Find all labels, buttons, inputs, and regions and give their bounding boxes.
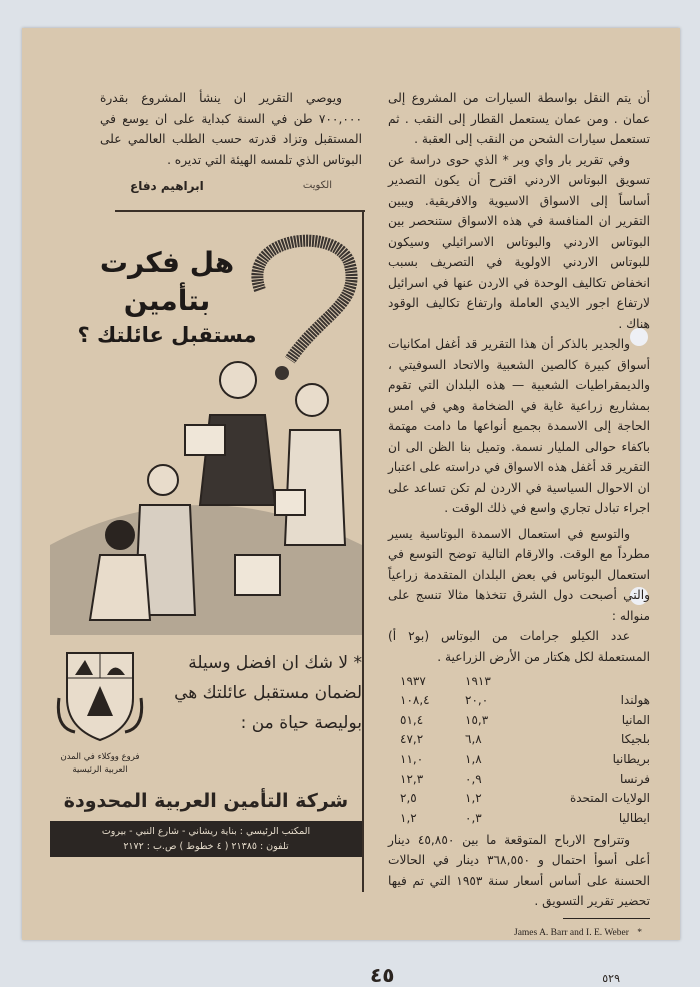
paragraph: والتوسع في استعمال الاسمدة البوتاسية يسير مطرداً مع الوقت. والارقام التالية توضح التوسع في استعمال البوتاس في بعض البلدان المتقدمة زراعياً والتي أصبحت دول الشرق تتخذها مثالا تنسج على منواله : <box>388 526 650 623</box>
header-1937: ١٩٣٧ <box>400 673 426 688</box>
footnote: James A. Barr and I. E. Weber * <box>514 927 642 938</box>
paragraph: أن يتم النقل بواسطة السيارات من المشروع إلى عمان . ومن عمان يستعمل القطار إلى النقب . ثم تستعمل سيارات الشحن من النقب إلى العقبة . <box>388 91 650 146</box>
paragraph: ويوصي التقرير ان ينشأ المشروع بقدرة ٧٠٠,٠٠٠ طن في السنة كبداية على ان يوسع في المستقبل وتزاد قدرته حسب الطلب العالمي على البوتاس الذي تلمسه الهيئة التي تديره . <box>100 91 362 167</box>
paragraph: وفي تقرير بار واي وبر * الذي حوى دراسة عن تسويق البوتاس الاردني اقترح أن يكون التصدير أساساً إلى الاسواق الاسيوية والافريقية. ويبين التقرير ان المنافسة في هذه الاسواق ستنحصر بين البوتاس الاردني والبوتاس الاسرائيلي وسيكون للبوتاس الاردني الاولوية في التصريف بسبب انخفاض تكاليف الوحدة في الاردن عنها في اسرائيل لارتفاع اجور الايدي العاملة وارتفاع تكاليف الوقود هناك . <box>388 152 650 331</box>
address-line: المكتب الرئيسي : بناية ريشاني - شارع النبي - بيروت <box>101 826 311 837</box>
ad-subheadline: مستقبل عائلتك ؟ <box>77 323 257 347</box>
page-numbers <box>370 963 650 987</box>
table-row: بلجيكا ٦,٨ ٤٧,٢ <box>400 732 650 747</box>
address-bar <box>50 821 362 857</box>
footnote-rule <box>563 918 650 919</box>
table-row: فرنسا ٠,٩ ١٢,٣ <box>400 771 650 786</box>
paragraph: والجدير بالذكر أن هذا التقرير قد أغفل امكانيات أسواق كبيرة كالصين الشعبية والاتحاد السوفيتي ، والديمقراطيات الشعبية — هذه البلدان التي تقوم بمشاريع زراعية غاية في الضخامة وهي في امس الحاجة إلى الاسمدة بجميع أنواعها ما دامت مهتمة باكفاء حوالى المليار نسمة. وتميل بنا الظن الى ان التقرير قد أغفل هذه الاسواق في دراسته على اعتبار ان الاحوال السياسية في الاردن لم تكن تساعد على اجراء تبادل تجاري واسع في ذلك الوقت . <box>388 337 650 515</box>
table-row: بريطانيا ١,٨ ١١,٠ <box>400 751 650 766</box>
header-1913: ١٩١٣ <box>465 673 491 688</box>
company-crest-icon <box>55 648 145 743</box>
author-signature: ابراهيم دفاع <box>130 179 204 193</box>
signature-row <box>100 176 362 197</box>
paragraph: عدد الكيلو جرامات من البوتاس (بو٢ أ) المستعملة لكل هكتار من الأرض الزراعية . <box>388 629 650 664</box>
branches-note: فروع ووكلاء في المدن العربية الرئيسية <box>60 752 140 775</box>
page-number-left: ٤٥ <box>370 963 395 987</box>
crest-block <box>50 648 150 777</box>
company-name: شركة التأمين العربية المحدودة <box>63 790 349 812</box>
page-number-right: ٥٢٩ <box>602 972 620 986</box>
table-row: المانيا ١٥,٣ ٥١,٤ <box>400 712 650 727</box>
divider <box>115 210 365 212</box>
top-left-paragraph <box>100 88 362 197</box>
ad-headline: هل فكرت بتأمين <box>99 246 235 317</box>
table-header <box>388 671 650 691</box>
table-row: ايطاليا ٠,٣ ١,٢ <box>400 810 650 825</box>
column-divider <box>362 212 364 892</box>
phone-line: تلفون : ٢١٣٨٥ ( ٤ خطوط ) ص.ب : ٢١٧٢ <box>123 841 289 852</box>
ad-headlines <box>52 244 282 350</box>
place-label: الكويت <box>302 180 332 191</box>
profits-paragraph: وتتراوح الارباح المتوقعة ما بين ٤٥,٨٥٠ دينار أعلى أسوأ احتمال و ٣٦٨,٥٥٠ دينار في الحالات الحسنة على أساس أسعار سنة ١٩٥٣ التي تم فيها تحضير تقرير التسويق . <box>388 832 650 909</box>
table-row: الولايات المتحدة ١,٢ ٢,٥ <box>400 791 650 806</box>
table-row: هولندا ٢٠,٠ ١٠٨,٤ <box>400 693 650 708</box>
ad-body: * لا شك ان افضل وسيلة لضمان مستقبل عائلتك هي بوليصة حياة من : <box>174 653 362 733</box>
right-column <box>370 88 650 987</box>
ad-bottom <box>50 648 362 857</box>
potash-table <box>388 671 650 828</box>
